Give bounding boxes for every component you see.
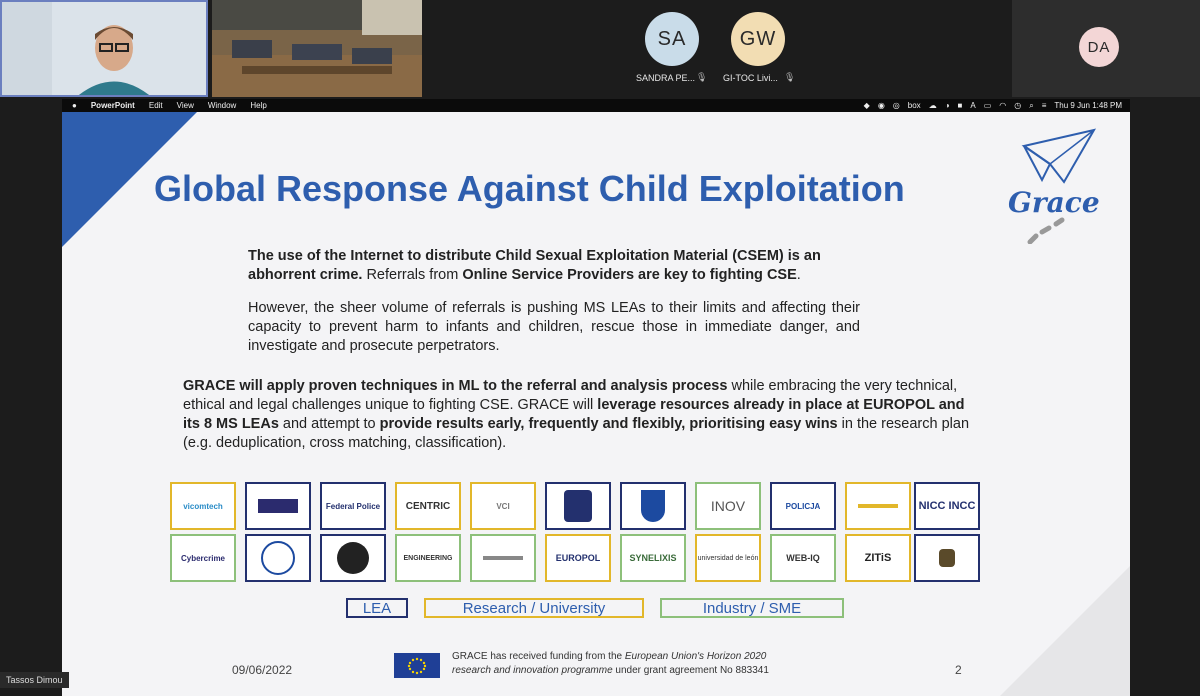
partner-logo-centric: CENTRIC <box>395 482 461 530</box>
slide-title: Global Response Against Child Exploitation <box>154 168 905 209</box>
shield-icon[interactable]: ◑ <box>944 101 950 110</box>
legend-lea: LEA <box>346 598 408 618</box>
grace-plan-paragraph: GRACE will apply proven techniques in ML to the referral and analysis process while embracing the very technical, ethical and legal challenges unique to fighting CSE. GRACE will leverage resources already in place at EUROPOL and its 8 MS LEAs and attempt to provide results early, frequently and flexibly, prioritising easy wins in the research plan (e.g. deduplication, cross matching, classification). <box>183 378 970 451</box>
mac-menubar <box>62 99 1130 112</box>
partner-logo-cybercrime: Cybercrime <box>170 534 236 582</box>
partner-logo-vci: VCI <box>470 482 536 530</box>
person-video <box>2 2 208 97</box>
self-video-tile[interactable] <box>0 0 208 97</box>
participant-name-sa: SANDRA PE... <box>636 73 696 83</box>
menu-edit[interactable]: Edit <box>148 101 163 110</box>
menu-app-name[interactable]: PowerPoint <box>90 101 135 110</box>
slide-page-number: 2 <box>955 663 962 677</box>
eu-flag-icon <box>394 653 440 678</box>
partner-logo-policja: POLICJA <box>770 482 836 530</box>
legend-industry: Industry / SME <box>660 598 844 618</box>
crest-icon <box>641 490 665 522</box>
partner-logo-research-1 <box>845 482 911 530</box>
skype-icon[interactable]: ◉ <box>877 101 885 110</box>
display-icon[interactable]: ▭ <box>983 101 992 110</box>
volume-paragraph: However, the sheer volume of referrals is pushing MS LEAs to their limits and affecting their capacity to prevent harm to infants and children, rescue those in immediate danger, and investigate and prosecute perpetrators. <box>248 300 860 354</box>
font-icon[interactable]: A <box>970 101 976 110</box>
room-video-tile[interactable] <box>212 0 422 97</box>
crest-icon <box>261 541 295 575</box>
participant-avatar-gw[interactable]: GW <box>731 12 785 66</box>
speaker-name-tag: Tassos Dimou <box>0 672 69 688</box>
badge-icon <box>939 549 955 567</box>
presentation-slide <box>62 112 1130 696</box>
ui-icon[interactable]: ■ <box>957 101 963 110</box>
partner-logo-lea-italy <box>320 534 386 582</box>
clock-icon[interactable]: ◷ <box>1014 101 1022 110</box>
partner-logo-vicomtech: vicomtech <box>170 482 236 530</box>
partner-logo-lea-1 <box>245 482 311 530</box>
partner-logo-universidad-leon: universidad de león <box>695 534 761 582</box>
grace-logo <box>1002 124 1102 244</box>
control-center-icon[interactable]: ≡ <box>1041 101 1047 110</box>
partner-logo-lea-badge <box>914 534 980 582</box>
partner-logo-lea-spain <box>545 482 611 530</box>
partner-logo-web-iq: WEB-IQ <box>770 534 836 582</box>
logo-placeholder-icon <box>483 556 523 560</box>
participant-avatar-sa[interactable]: SA <box>645 12 699 66</box>
participant-avatar-da: DA <box>1079 27 1119 67</box>
participant-tile-da[interactable] <box>1012 0 1200 97</box>
box-label[interactable]: box <box>907 101 921 110</box>
menu-help[interactable]: Help <box>250 101 267 110</box>
menu-view[interactable]: View <box>176 101 194 110</box>
menu-window[interactable]: Window <box>207 101 237 110</box>
participant-name-gw: GI-TOC Livi... <box>723 73 778 83</box>
funding-statement: GRACE has received funding from the European Union's Horizon 2020 research and innovation programme under grant agreement No 883341 <box>452 651 769 676</box>
partner-logo-lea-romania <box>620 482 686 530</box>
corner-decoration-bottom <box>1000 566 1130 696</box>
mic-off-icon: 🎙 <box>784 72 796 82</box>
partner-logo-nicc: NICC INCC <box>914 482 980 530</box>
partner-logo-inov: INOV <box>695 482 761 530</box>
paper-plane-icon <box>1002 124 1102 244</box>
emblem-icon <box>258 499 298 513</box>
eu-stars-icon <box>402 656 432 676</box>
search-icon[interactable]: ⌕ <box>1029 100 1034 110</box>
emblem-icon <box>337 542 369 574</box>
mic-off-icon: 🎙 <box>696 72 708 82</box>
partner-logo-industry-2 <box>470 534 536 582</box>
legend-research: Research / University <box>424 598 644 618</box>
cloud-icon[interactable]: ☁ <box>928 101 937 110</box>
partner-logo-synelixis: SYNELIXIS <box>620 534 686 582</box>
dropbox-icon[interactable]: ◆ <box>863 101 870 110</box>
grace-logo-text: Grace <box>1008 186 1100 219</box>
wifi-icon[interactable]: ◠ <box>999 101 1007 110</box>
record-icon[interactable]: ◎ <box>892 101 900 110</box>
room-video <box>212 0 422 97</box>
partner-logo-federal-police: Federal Police <box>320 482 386 530</box>
apple-icon[interactable]: ● <box>72 101 77 110</box>
menubar-clock[interactable]: Thu 9 Jun 1:48 PM <box>1054 101 1122 110</box>
partner-logo-zitis: ZITiS <box>845 534 911 582</box>
badge-icon <box>564 490 592 522</box>
menubar-status <box>864 101 1130 111</box>
partner-logo-lea-cyprus <box>245 534 311 582</box>
intro-paragraph: The use of the Internet to distribute Child Sexual Exploitation Material (CSEM) is an abhorrent crime. Referrals from Online Service Providers are key to fighting CSE. <box>248 248 821 283</box>
slide-date: 09/06/2022 <box>232 663 293 677</box>
logo-placeholder-icon <box>858 504 898 508</box>
partner-logo-engineering: ENGINEERING <box>395 534 461 582</box>
partner-logo-europol: EUROPOL <box>545 534 611 582</box>
